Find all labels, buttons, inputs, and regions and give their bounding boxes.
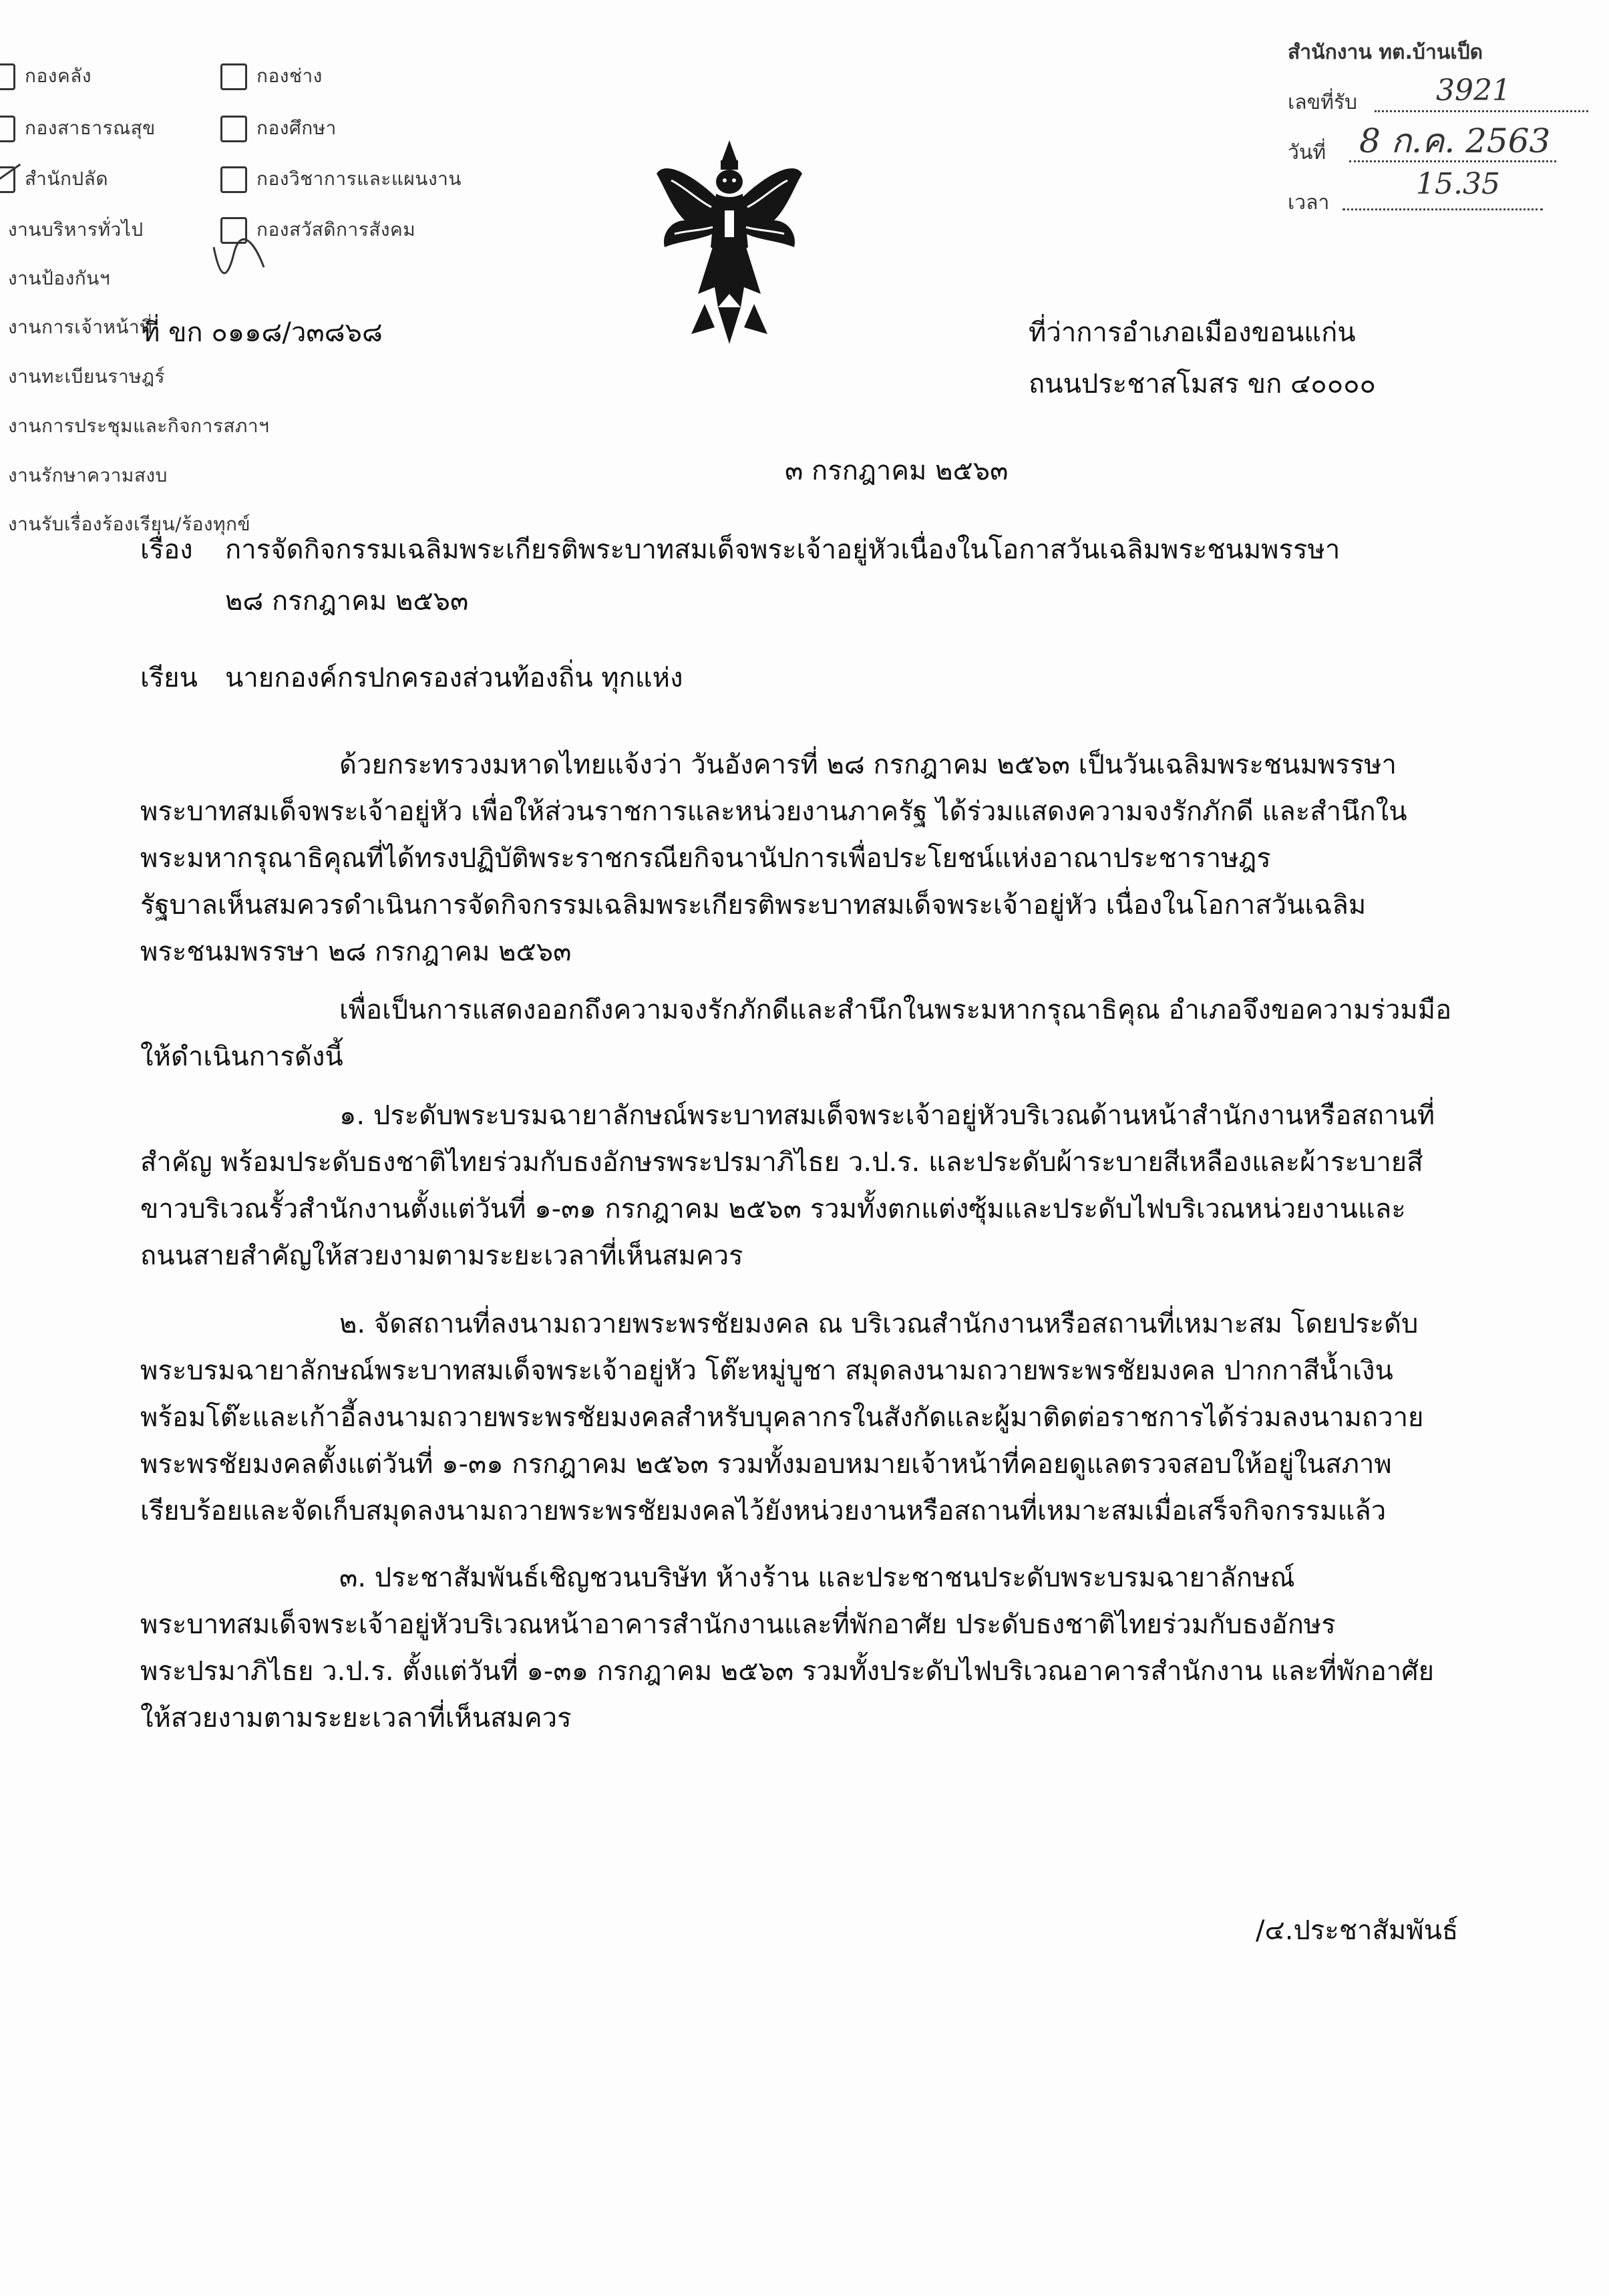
route-item: งานการประชุมและกิจการสภาฯ: [8, 415, 270, 437]
body-line: ถนนสายสำคัญให้สวยงามตามระยะเวลาที่เห็นสมควร: [140, 1241, 743, 1271]
body-line: ให้สวยงามตามระยะเวลาที่เห็นสมควร: [140, 1703, 572, 1734]
route-item: งานรับเรื่องร้องเรียน/ร้องทุกข์: [8, 513, 251, 535]
stamp-number-label: เลขที่รับ: [1288, 91, 1358, 114]
letter-date: ๓ กรกฎาคม ๒๕๖๓: [785, 456, 1009, 486]
stamp-number-value: 3921: [1436, 73, 1511, 108]
subject-line: ๒๘ กรกฎาคม ๒๕๖๓: [225, 586, 469, 617]
continuation-marker: /๔.ประชาสัมพันธ์: [1256, 1915, 1459, 1946]
body-line: พร้อมโต๊ะและเก้าอี้ลงนามถวายพระพรชัยมงคลสำหรับบุคลากรในสังกัดและผู้มาติดต่อราชการได้ร่วมลงนามถวาย: [140, 1402, 1424, 1433]
stamp-line: [1375, 110, 1588, 112]
body-line: พระพรชัยมงคลตั้งแต่วันที่ ๑-๓๑ กรกฎาคม ๒๕๖๓ รวมทั้งมอบหมายเจ้าหน้าที่คอยดูแลตรวจสอบให้อยู่ในสภาพ: [140, 1449, 1392, 1480]
stamp-line: [1343, 208, 1543, 210]
office-address-line1: ที่ว่าการอำเภอเมืองขอนแก่น: [1029, 317, 1356, 348]
body-line: พระบรมฉายาลักษณ์พระบาทสมเด็จพระเจ้าอยู่หัว โต๊ะหมู่บูชา สมุดลงนามถวายพระพรชัยมงคล ปากกาสีน้ำเงิน: [140, 1355, 1393, 1386]
body-line: พระบาทสมเด็จพระเจ้าอยู่หัวบริเวณหน้าอาคารสำนักงานและที่พักอาศัย ประดับธงชาติไทยร่วมกับธงอักษร: [140, 1609, 1336, 1640]
subject-line: การจัดกิจกรรมเฉลิมพระเกียรติพระบาทสมเด็จพระเจ้าอยู่หัวเนื่องในโอกาสวันเฉลิมพระชนมพรรษา: [225, 534, 1340, 565]
route-item: งานป้องกันฯ: [8, 267, 111, 289]
stamp-office: สำนักงาน ทต.บ้านเป็ด: [1288, 41, 1483, 64]
body-line: ขาวบริเวณรั้วสำนักงานตั้งแต่วันที่ ๑-๓๑ กรกฎาคม ๒๕๖๓ รวมทั้งตกแต่งซุ้มและประดับไฟบริเวณหน่วยงานและ: [140, 1194, 1406, 1224]
signature-scribble-icon: [207, 234, 267, 287]
route-item: กองสวัสดิการสังคม: [220, 215, 415, 244]
body-line: สำคัญ พร้อมประดับธงชาติไทยร่วมกับธงอักษรพระปรมาภิไธย ว.ป.ร. และประดับผ้าระบายสีเหลืองและผ้าระบายสี: [140, 1147, 1423, 1178]
stamp-time-label: เวลา: [1288, 191, 1330, 214]
salutation-text: นายกองค์กรปกครองส่วนท้องถิ่น ทุกแห่ง: [225, 663, 683, 693]
stamp-date-value: 8 ก.ค. 2563: [1359, 122, 1551, 160]
checkbox-icon: [0, 63, 15, 90]
route-item: งานการเจ้าหน้าที่: [8, 316, 153, 338]
body-line: ๓. ประชาสัมพันธ์เชิญชวนบริษัท ห้างร้าน และประชาชนประดับพระบรมฉายาลักษณ์: [339, 1563, 1295, 1593]
checkbox-icon: [220, 116, 247, 142]
route-item: กองช่าง: [220, 61, 323, 91]
stamp-time-value: 15.35: [1416, 167, 1500, 201]
route-item: งานบริหารทั่วไป: [8, 218, 144, 240]
body-line: รัฐบาลเห็นสมควรดำเนินการจัดกิจกรรมเฉลิมพระเกียรติพระบาทสมเด็จพระเจ้าอยู่หัว เนื่องในโอกาสวันเฉลิม: [140, 890, 1367, 921]
body-line: ๑. ประดับพระบรมฉายาลักษณ์พระบาทสมเด็จพระเจ้าอยู่หัวบริเวณด้านหน้าสำนักงานหรือสถานที่: [339, 1100, 1435, 1131]
body-line: พระชนมพรรษา ๒๘ กรกฎาคม ๒๕๖๓: [140, 937, 572, 967]
route-item: งานทะเบียนราษฎร์: [8, 365, 165, 387]
route-item: กองศึกษา: [220, 114, 337, 143]
office-address-line2: ถนนประชาสโมสร ขก ๔๐๐๐๐: [1029, 369, 1376, 399]
body-line: ให้ดำเนินการดังนี้: [140, 1041, 343, 1072]
garuda-emblem-icon: [651, 134, 808, 347]
route-item: กองสาธารณสุข: [0, 114, 156, 143]
body-line: เพื่อเป็นการแสดงออกถึงความจงรักภักดีและสำนึกในพระมหากรุณาธิคุณ อำเภอจึงขอความร่วมมือ: [339, 995, 1452, 1025]
route-item: กองวิชาการและแผนงาน: [220, 164, 462, 194]
body-line: พระบาทสมเด็จพระเจ้าอยู่หัว เพื่อให้ส่วนราชการและหน่วยงานภาครัฐ ได้ร่วมแสดงความจงรักภักดี และสำนึกใน: [140, 796, 1407, 827]
checkbox-checked-icon: [0, 166, 15, 193]
checkbox-icon: [0, 116, 15, 142]
reference-number: ที่ ขก ๐๑๑๘/ว๓๘๖๘: [142, 317, 383, 348]
salutation-label: เรียน: [140, 663, 198, 693]
checkbox-icon: [220, 63, 247, 90]
route-item: งานรักษาความสงบ: [8, 464, 168, 486]
body-line: พระปรมาภิไธย ว.ป.ร. ตั้งแต่วันที่ ๑-๓๑ กรกฎาคม ๒๕๖๓ รวมทั้งประดับไฟบริเวณอาคารสำนักงาน และที่พักอาศัย: [140, 1656, 1435, 1687]
body-line: เรียบร้อยและจัดเก็บสมุดลงนามถวายพระพรชัยมงคลไว้ยังหน่วยงานหรือสถานที่เหมาะสมเมื่อเสร็จกิจกรรมแล้ว: [140, 1496, 1387, 1526]
subject-label: เรื่อง: [140, 534, 193, 565]
route-item: สำนักปลัด: [0, 164, 108, 194]
body-line: ด้วยกระทรวงมหาดไทยแจ้งว่า วันอังคารที่ ๒๘ กรกฎาคม ๒๕๖๓ เป็นวันเฉลิมพระชนมพรรษา: [339, 750, 1397, 780]
body-line: พระมหากรุณาธิคุณที่ได้ทรงปฏิบัติพระราชกรณียกิจนานัปการเพื่อประโยชน์แห่งอาณาประชาราษฎร: [140, 843, 1271, 874]
stamp-date-label: วันที่: [1288, 141, 1326, 164]
body-line: ๒. จัดสถานที่ลงนามถวายพระพรชัยมงคล ณ บริเวณสำนักงานหรือสถานที่เหมาะสม โดยประดับ: [339, 1309, 1419, 1339]
route-item: กองคลัง: [0, 61, 92, 91]
checkbox-icon: [220, 166, 247, 193]
